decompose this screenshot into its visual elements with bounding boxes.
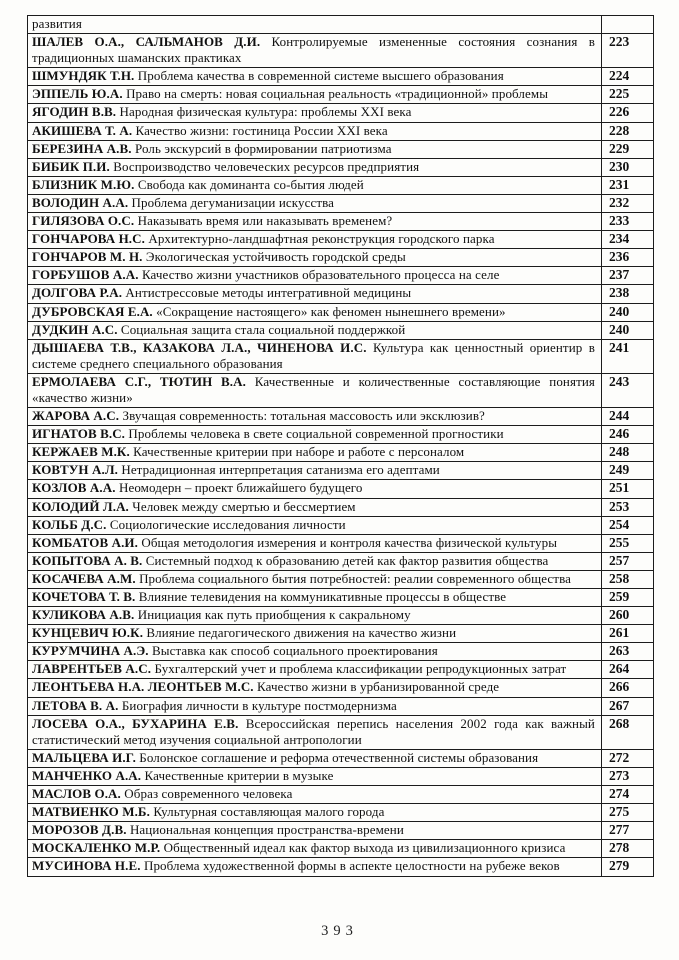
entry-page-number: 236 [602, 249, 654, 267]
toc-row [28, 607, 654, 625]
entry-page-number: 225 [602, 86, 654, 104]
entry-authors: КОЗЛОВ А.А. [32, 480, 116, 496]
entry-title: Общественный идеал как фактор выхода из цивилизационного кризиса [163, 840, 566, 856]
toc-row [28, 480, 654, 498]
toc-row [28, 158, 654, 176]
entry-authors: ГОНЧАРОВ М. Н. [32, 249, 143, 265]
toc-row [28, 552, 654, 570]
entry-title: Качественные критерии в музыке [144, 767, 334, 783]
toc-row [28, 267, 654, 285]
entry-page-number: 254 [602, 516, 654, 534]
toc-row [28, 408, 654, 426]
entry-authors: МОРОЗОВ Д.В. [32, 822, 127, 838]
toc-entry-cell [28, 679, 602, 697]
toc-row [28, 249, 654, 267]
entry-title: Качественные и количественные составляющие понятия «качество жизни» [32, 373, 595, 405]
toc-row [28, 426, 654, 444]
toc-entry-cell [28, 462, 602, 480]
entry-authors: МАЛЬЦЕВА И.Г. [32, 749, 136, 765]
toc-entry-cell [28, 426, 602, 444]
entry-authors: ЯГОДИН В.В. [32, 104, 117, 120]
entry-authors: МУСИНОВА Н.Е. [32, 858, 141, 874]
entry-page-number: 248 [602, 444, 654, 462]
entry-page-number: 267 [602, 697, 654, 715]
entry-title: Неомодерн – проект ближайшего будущего [118, 480, 363, 496]
toc-row [28, 231, 654, 249]
entry-title: Выставка как способ социального проектирования [152, 643, 438, 659]
entry-authors: КОВТУН А.Л. [32, 462, 118, 478]
entry-page-number: 277 [602, 822, 654, 840]
entry-page-number: 240 [602, 321, 654, 339]
toc-entry-cell [28, 661, 602, 679]
entry-page-number: 224 [602, 68, 654, 86]
page-number: 393 [321, 923, 358, 939]
entry-page-number: 253 [602, 498, 654, 516]
entry-title: Экологическая устойчивость городской среды [145, 249, 406, 265]
toc-row [28, 444, 654, 462]
toc-row [28, 786, 654, 804]
toc-row [28, 643, 654, 661]
entry-title: Социологические исследования личности [109, 516, 346, 532]
entry-title: Общая методология измерения и контроля качества физической культуры [141, 534, 558, 550]
entry-authors: КОЧЕТОВА Т. В. [32, 589, 136, 604]
entry-authors: АКИШЕВА Т. А. [32, 122, 133, 138]
entry-title: Качество жизни: гостиница России XXI века [135, 122, 388, 138]
toc-row [28, 589, 654, 607]
entry-authors: МАНЧЕНКО А.А. [32, 767, 142, 783]
entry-authors: ГОНЧАРОВА Н.С. [32, 231, 145, 247]
toc-entry-cell [28, 140, 602, 158]
entry-authors: ЛЕТОВА В. А. [32, 697, 119, 713]
entry-authors: ИГНАТОВ В.С. [32, 426, 126, 442]
toc-row [28, 498, 654, 516]
entry-title: Звучащая современность: тотальная массовость или эксклюзив? [122, 408, 485, 424]
toc-entry-cell [28, 749, 602, 767]
toc-row [28, 715, 654, 749]
toc-entry-cell [28, 213, 602, 231]
entry-authors: КУРУМЧИНА А.Э. [32, 643, 149, 659]
toc-row [28, 86, 654, 104]
entry-page-number: 275 [602, 804, 654, 822]
entry-authors: МАСЛОВ О.А. [32, 786, 121, 802]
entry-page-number: 244 [602, 408, 654, 426]
entry-authors: ЛОСЕВА О.А., БУХАРИНА Е.В. [32, 715, 239, 731]
toc-entry-cell [28, 786, 602, 804]
entry-page-number: 230 [602, 158, 654, 176]
entry-authors: БЕРЕЗИНА А.В. [32, 140, 132, 156]
toc-entry-cell [28, 122, 602, 140]
entry-authors: ГИЛЯЗОВА О.С. [32, 213, 135, 229]
entry-title: Свобода как доминанта со-бытия людей [137, 176, 364, 192]
toc-row [28, 104, 654, 122]
entry-title: Проблема качества в современной системе высшего образования [137, 68, 504, 84]
entry-title: Нетрадиционная интерпретация сатанизма его адептами [121, 462, 440, 478]
toc-entry-cell [28, 339, 602, 373]
toc-entry-cell [28, 16, 602, 34]
entry-authors: КОПЫТОВА А. В. [32, 552, 143, 568]
entry-page-number: 233 [602, 213, 654, 231]
toc-row [28, 213, 654, 231]
entry-page-number: 232 [602, 194, 654, 212]
entry-authors: КЕРЖАЕВ М.К. [32, 444, 130, 460]
toc-entry-cell [28, 840, 602, 858]
entry-authors: ВОЛОДИН А.А. [32, 194, 129, 210]
entry-title: Бухгалтерский учет и проблема классификации репродукционных затрат [154, 661, 567, 677]
entry-authors: МАТВИЕНКО М.Б. [32, 804, 150, 820]
entry-title: Образ современного человека [124, 786, 293, 802]
entry-page-number: 263 [602, 643, 654, 661]
toc-row [28, 122, 654, 140]
entry-authors: ГОРБУШОВ А.А. [32, 267, 139, 283]
entry-title: Проблема дегуманизации искусства [131, 194, 335, 210]
entry-authors: КОМБАТОВ А.И. [32, 534, 138, 550]
entry-authors: БИБИК П.И. [32, 158, 110, 174]
toc-row [28, 570, 654, 588]
entry-authors: ДУБРОВСКАЯ Е.А. [32, 303, 153, 319]
entry-page-number: 279 [602, 858, 654, 876]
toc-row [28, 767, 654, 785]
toc-row [28, 804, 654, 822]
toc-entry-cell [28, 552, 602, 570]
toc-row [28, 749, 654, 767]
entry-title: Национальная концепция пространства-времени [129, 822, 404, 838]
entry-page-number: 278 [602, 840, 654, 858]
entry-page-number: 229 [602, 140, 654, 158]
entry-authors: БЛИЗНИК М.Ю. [32, 176, 135, 192]
toc-entry-cell [28, 373, 602, 407]
entry-title: «Сокращение настоящего» как феномен нынешнего времени» [156, 303, 506, 319]
entry-title: Болонское соглашение и реформа отечественной системы образования [139, 749, 539, 765]
entry-title: Влияние педагогического движения на качество жизни [146, 625, 457, 641]
toc-entry-cell [28, 194, 602, 212]
entry-title: Культурная составляющая малого города [153, 804, 385, 820]
toc-row [28, 661, 654, 679]
entry-title: Воспроизводство человеческих ресурсов предприятия [113, 158, 420, 174]
entry-page-number: 223 [602, 34, 654, 68]
entry-page-number: 272 [602, 749, 654, 767]
toc-row [28, 373, 654, 407]
entry-page-number: 261 [602, 625, 654, 643]
toc-row [28, 858, 654, 876]
toc-entry-cell [28, 249, 602, 267]
toc-table-body [28, 16, 654, 877]
entry-title: развития [32, 16, 82, 31]
toc-row [28, 534, 654, 552]
toc-entry-cell [28, 534, 602, 552]
entry-page-number: 260 [602, 607, 654, 625]
toc-row [28, 822, 654, 840]
entry-title: Право на смерть: новая социальная реальность «традиционной» проблемы [126, 86, 549, 102]
entry-title: Качество жизни участников образовательного процесса на селе [141, 267, 500, 283]
entry-page-number: 268 [602, 715, 654, 749]
toc-row [28, 140, 654, 158]
entry-page-number: 273 [602, 767, 654, 785]
toc-row [28, 194, 654, 212]
entry-page-number: 241 [602, 339, 654, 373]
entry-authors: КУНЦЕВИЧ Ю.К. [32, 625, 144, 641]
entry-page-number: 231 [602, 176, 654, 194]
toc-row [28, 339, 654, 373]
entry-page-number: 228 [602, 122, 654, 140]
entry-title: Человек между смертью и бессмертием [132, 498, 356, 514]
entry-title: Системный подход к образованию детей как фактор развития общества [145, 552, 549, 568]
toc-row [28, 697, 654, 715]
entry-authors: ДОЛГОВА Р.А. [32, 285, 123, 301]
entry-authors: КОСАЧЕВА А.М. [32, 570, 136, 586]
entry-page-number: 234 [602, 231, 654, 249]
toc-row [28, 625, 654, 643]
toc-row [28, 516, 654, 534]
toc-entry-cell [28, 480, 602, 498]
toc-row [28, 462, 654, 480]
toc-row [28, 68, 654, 86]
toc-entry-cell [28, 498, 602, 516]
entry-title: Проблемы человека в свете социальной современной прогностики [128, 426, 504, 442]
entry-page-number: 251 [602, 480, 654, 498]
toc-row [28, 176, 654, 194]
entry-page-number: 258 [602, 570, 654, 588]
toc-row [28, 34, 654, 68]
entry-title: Инициация как путь приобщения к сакральному [137, 607, 411, 623]
entry-page-number: 257 [602, 552, 654, 570]
entry-authors: ЕРМОЛАЕВА С.Г., ТЮТИН В.А. [32, 373, 246, 389]
entry-authors: МОСКАЛЕНКО М.Р. [32, 840, 161, 856]
entry-title: Народная физическая культура: проблемы XXI века [119, 104, 412, 120]
entry-title: Проблема социального бытия потребностей: реалии современного общества [139, 570, 572, 586]
entry-authors: ДУДКИН А.С. [32, 321, 118, 337]
toc-entry-cell [28, 570, 602, 588]
toc-entry-cell [28, 158, 602, 176]
entry-title: Качественные критерии при наборе и работе с персоналом [133, 444, 465, 460]
toc-entry-cell [28, 285, 602, 303]
entry-page-number: 274 [602, 786, 654, 804]
toc-entry-cell [28, 697, 602, 715]
entry-title: Влияние телевидения на коммуникативные процессы в обществе [138, 589, 507, 604]
entry-title: Качество жизни в урбанизированной среде [257, 679, 500, 695]
toc-entry-cell [28, 589, 602, 607]
entry-page-number: 246 [602, 426, 654, 444]
toc-row [28, 285, 654, 303]
entry-page-number: 226 [602, 104, 654, 122]
entry-title: Биография личности в культуре постмодернизма [121, 697, 397, 713]
toc-entry-cell [28, 444, 602, 462]
toc-entry-cell [28, 516, 602, 534]
toc-entry-cell [28, 303, 602, 321]
toc-entry-cell [28, 231, 602, 249]
entry-page-number: 264 [602, 661, 654, 679]
entry-page-number: 249 [602, 462, 654, 480]
toc-entry-cell [28, 86, 602, 104]
entry-title: Антистрессовые методы интегративной медицины [125, 285, 412, 301]
entry-page-number: 240 [602, 303, 654, 321]
entry-authors: ЛАВРЕНТЬЕВ А.С. [32, 661, 152, 677]
entry-authors: КОЛЬБ Д.С. [32, 516, 107, 532]
entry-authors: ЖАРОВА А.С. [32, 408, 120, 424]
entry-page-number: 259 [602, 589, 654, 607]
entry-page-number: 237 [602, 267, 654, 285]
toc-table [27, 15, 654, 877]
entry-title: Наказывать время или наказывать временем? [137, 213, 393, 229]
toc-entry-cell [28, 104, 602, 122]
entry-authors: КОЛОДИЙ Л.А. [32, 498, 129, 514]
toc-entry-cell [28, 176, 602, 194]
toc-row [28, 679, 654, 697]
entry-title: Социальная защита стала социальной поддержкой [120, 321, 406, 337]
entry-page-number: 238 [602, 285, 654, 303]
entry-page-number [602, 16, 654, 34]
entry-authors: ШМУНДЯК Т.Н. [32, 68, 135, 84]
entry-title: Культура как ценностный ориентир в системе среднего специального образования [32, 339, 595, 371]
toc-entry-cell [28, 408, 602, 426]
entry-authors: ДЫШАЕВА Т.В., КАЗАКОВА Л.А., ЧИНЕНОВА И.С. [32, 339, 367, 355]
toc-entry-cell [28, 715, 602, 749]
toc-entry-cell [28, 34, 602, 68]
entry-title: Контролируемые измененные состояния сознания в традиционных шаманских практиках [32, 34, 595, 66]
entry-authors: ЛЕОНТЬЕВА Н.А. ЛЕОНТЬЕВ М.С. [32, 679, 254, 695]
toc-entry-cell [28, 267, 602, 285]
entry-page-number: 255 [602, 534, 654, 552]
toc-row [28, 16, 654, 34]
toc-entry-cell [28, 625, 602, 643]
toc-entry-cell [28, 858, 602, 876]
toc-entry-cell [28, 643, 602, 661]
toc-entry-cell [28, 607, 602, 625]
entry-title: Всероссийская перепись населения 2002 года как важный статистический метод изучения социальной антропологии [32, 715, 595, 747]
toc-entry-cell [28, 767, 602, 785]
toc-row [28, 303, 654, 321]
toc-row [28, 840, 654, 858]
entry-authors: ЭППЕЛЬ Ю.А. [32, 86, 123, 102]
entry-page-number: 243 [602, 373, 654, 407]
entry-authors: ШАЛЕВ О.А., САЛЬМАНОВ Д.И. [32, 34, 261, 50]
entry-title: Архитектурно-ландшафтная реконструкция городского парка [148, 231, 495, 247]
entry-authors: КУЛИКОВА А.В. [32, 607, 135, 623]
toc-entry-cell [28, 321, 602, 339]
entry-title: Роль экскурсий в формировании патриотизма [134, 140, 392, 156]
toc-entry-cell [28, 822, 602, 840]
toc-row [28, 321, 654, 339]
entry-title: Проблема художественной формы в аспекте целостности на рубеже веков [143, 858, 560, 874]
entry-page-number: 266 [602, 679, 654, 697]
toc-entry-cell [28, 804, 602, 822]
toc-entry-cell [28, 68, 602, 86]
